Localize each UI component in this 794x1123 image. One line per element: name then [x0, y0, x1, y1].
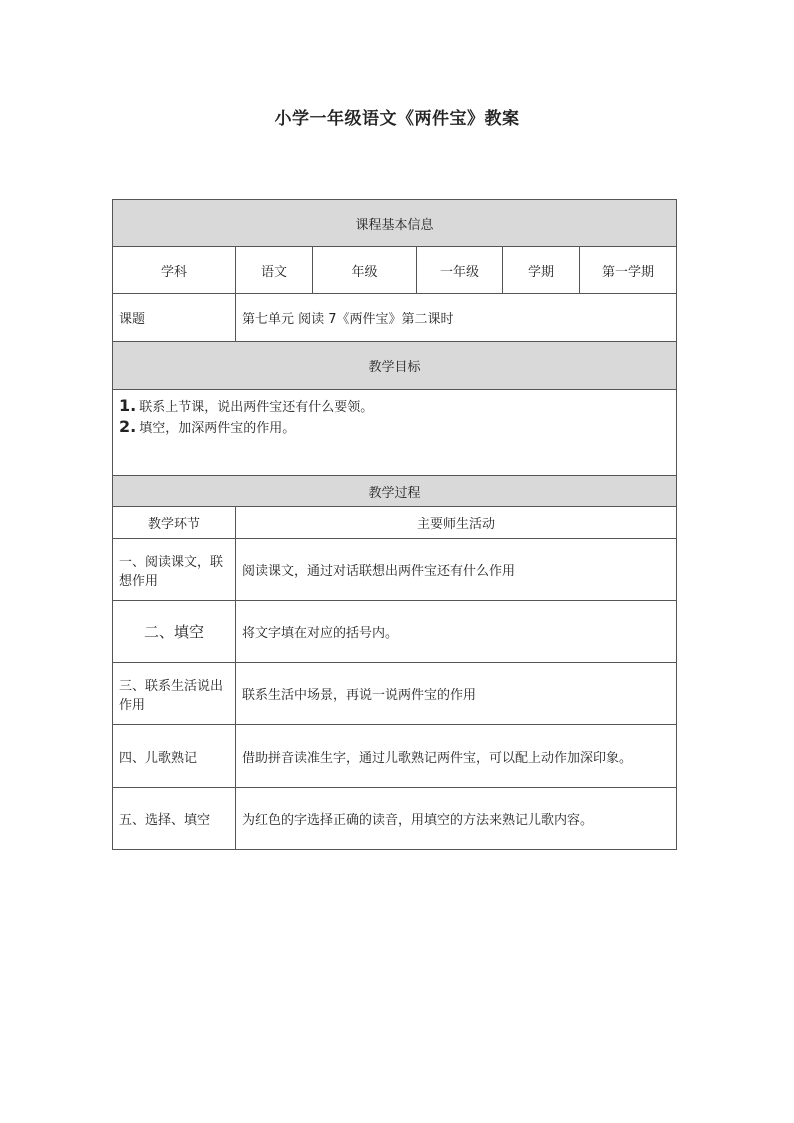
table-row: [113, 788, 677, 850]
section-process-header: 教学过程: [113, 476, 677, 507]
topic-value: 第七单元 阅读 7《两件宝》第二课时: [236, 294, 677, 342]
activity-cell: 阅读课文，通过对话联想出两件宝还有什么作用: [236, 539, 677, 601]
grade-value: 一年级: [417, 247, 503, 294]
activity-cell: 为红色的字选择正确的读音，用填空的方法来熟记儿歌内容。: [236, 788, 677, 850]
col-header-activity: 主要师生活动: [236, 507, 677, 539]
stage-cell: 三、联系生活说出作用: [113, 663, 236, 725]
objective-number: 2.: [119, 417, 137, 436]
activity-cell: 联系生活中场景，再说一说两件宝的作用: [236, 663, 677, 725]
section-basic-info-header: 课程基本信息: [113, 200, 677, 247]
objective-text: 填空，加深两件宝的作用。: [139, 421, 296, 436]
term-label: 学期: [503, 247, 580, 294]
subject-label: 学科: [113, 247, 236, 294]
topic-label: 课题: [113, 294, 236, 342]
activity-cell: 将文字填在对应的括号内。: [236, 601, 677, 663]
objective-item: [119, 417, 670, 438]
lesson-plan-table: [112, 199, 677, 850]
table-row: [113, 725, 677, 788]
term-value: 第一学期: [580, 247, 677, 294]
table-row: [113, 663, 677, 725]
col-header-stage: 教学环节: [113, 507, 236, 539]
stage-cell: 四、儿歌熟记: [113, 725, 236, 788]
stage-cell: 一、阅读课文，联想作用: [113, 539, 236, 601]
objective-text: 联系上节课，说出两件宝还有什么要领。: [139, 400, 374, 415]
table-row: [113, 539, 677, 601]
objective-item: [119, 396, 670, 417]
section-objectives-header: 教学目标: [113, 342, 677, 390]
objective-number: 1.: [119, 396, 137, 415]
stage-cell: 五、选择、填空: [113, 788, 236, 850]
table-row: [113, 601, 677, 663]
objectives-list: [113, 390, 677, 476]
document-title: 小学一年级语文《两件宝》教案: [274, 109, 520, 129]
subject-value: 语文: [236, 247, 313, 294]
stage-cell: 二、填空: [113, 601, 236, 663]
activity-cell: 借助拼音读准生字，通过儿歌熟记两件宝，可以配上动作加深印象。: [236, 725, 677, 788]
grade-label: 年级: [313, 247, 417, 294]
